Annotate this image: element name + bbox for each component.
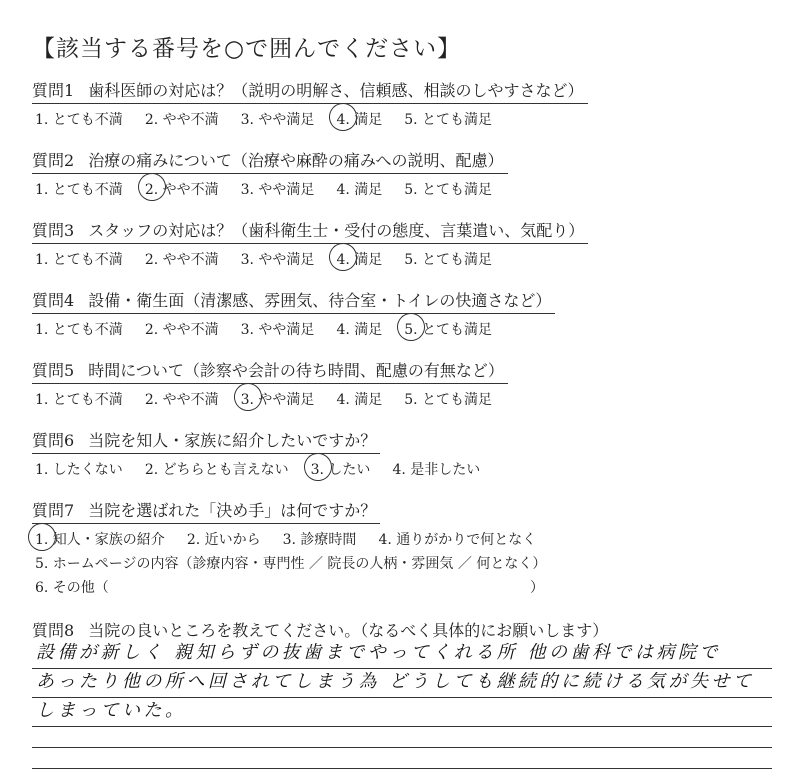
question-title (32, 218, 588, 244)
answer-option[interactable]: 3. やや満足 (240, 252, 315, 268)
answer-option[interactable]: 2. やや不満 (144, 392, 219, 408)
answer-option[interactable]: 2. やや不満 (144, 322, 219, 338)
question-title (32, 428, 380, 454)
answer-option[interactable]: 5. とても満足 (404, 392, 493, 408)
handwritten-answer (32, 640, 772, 769)
question-title (32, 288, 555, 314)
other-close: ） (530, 580, 544, 596)
answer-option-circled[interactable]: 1. 知人・家族の紹介 (35, 529, 165, 549)
answer-options (32, 389, 772, 409)
question-text: 設備・衛生面（清潔感、雰囲気、待合室・トイレの快適さなど） (88, 291, 552, 310)
question-4 (32, 288, 772, 339)
answer-option-circled[interactable]: 3. やや満足 (241, 389, 315, 409)
answer-options (32, 249, 772, 269)
answer-option-circled[interactable]: 4. 満足 (336, 249, 382, 269)
question-title (32, 148, 508, 174)
answer-option[interactable]: 3. やや満足 (240, 112, 315, 128)
answer-option[interactable]: 4. 満足 (336, 392, 383, 408)
answer-option-6[interactable] (32, 577, 772, 597)
answer-option[interactable]: 2. 近いから (186, 532, 261, 548)
question-label: 質問8 (32, 621, 75, 640)
question-label: 質問1 (32, 81, 75, 100)
question-text: スタッフの対応は？（歯科衛生士・受付の態度、言葉遣い、気配り） (88, 221, 585, 240)
answer-option[interactable]: 2. やや不満 (144, 112, 219, 128)
question-6 (32, 428, 772, 479)
answer-line-blank (32, 748, 772, 769)
answer-option[interactable]: 1. とても不満 (35, 252, 123, 268)
answer-option-5[interactable]: 5. ホームページの内容（診療内容・専門性 ／ 院長の人柄・雰囲気 ／ 何となく） (35, 556, 547, 572)
answer-option[interactable]: 1. とても不満 (35, 322, 123, 338)
question-text: 歯科医師の対応は？（説明の明解さ、信頼感、相談のしやすさなど） (88, 81, 584, 100)
answer-option-circled[interactable]: 3. したい (311, 459, 371, 479)
answer-option[interactable]: 1. とても不満 (35, 182, 123, 198)
answer-options (32, 319, 772, 339)
question-7 (32, 498, 772, 597)
question-3 (32, 218, 772, 269)
question-text: 当院を選ばれた「決め手」は何ですか？ (88, 501, 377, 520)
answer-option[interactable]: 1. とても不満 (35, 112, 123, 128)
answer-option[interactable]: 4. 通りがかりで何となく (378, 532, 537, 548)
answer-options (32, 529, 772, 549)
answer-option[interactable]: 4. 満足 (336, 182, 383, 198)
answer-option-circled[interactable]: 5. とても満足 (404, 319, 492, 339)
answer-option-circled[interactable]: 2. やや不満 (145, 179, 219, 199)
other-open: 6. その他（ (35, 580, 109, 596)
question-label: 質問2 (32, 151, 75, 170)
answer-options (32, 459, 772, 479)
answer-line-blank (32, 727, 772, 748)
answer-option[interactable]: 4. 満足 (336, 322, 383, 338)
question-label: 質問6 (32, 431, 75, 450)
answer-option[interactable]: 2. どちらとも言えない (144, 462, 289, 478)
answer-option[interactable]: 3. やや満足 (240, 322, 315, 338)
answer-option[interactable]: 2. やや不満 (144, 252, 219, 268)
question-label: 質問5 (32, 361, 75, 380)
question-5 (32, 358, 772, 409)
answer-option[interactable]: 5. とても満足 (404, 182, 493, 198)
question-label: 質問4 (32, 291, 75, 310)
question-2 (32, 148, 772, 199)
question-text: 当院の良いところを教えてください。（なるべく具体的にお願いします） (88, 621, 609, 640)
page-heading: 【該当する番号を○で囲んでください】 (32, 36, 462, 62)
answer-option-circled[interactable]: 4. 満足 (336, 109, 382, 129)
answer-option[interactable]: 5. とても満足 (404, 112, 493, 128)
answer-line: しまっていた。 (32, 698, 772, 727)
question-title (32, 498, 380, 524)
question-title (32, 78, 588, 104)
answer-option[interactable]: 5. とても満足 (404, 252, 493, 268)
answer-options (32, 179, 772, 199)
question-text: 当院を知人・家族に紹介したいですか？ (88, 431, 377, 450)
question-label: 質問7 (32, 501, 75, 520)
question-1 (32, 78, 772, 129)
answer-options (32, 109, 772, 129)
answer-option[interactable]: 3. やや満足 (240, 182, 315, 198)
answer-option[interactable]: 4. 是非したい (392, 462, 481, 478)
answer-option[interactable]: 1. したくない (35, 462, 123, 478)
answer-line: 設備が新しく 親知らずの抜歯までやってくれる所 他の歯科では病院で (32, 640, 772, 669)
answer-line: あったり他の所へ回されてしまう為 どうしても継続的に続ける気が失せて (32, 669, 772, 698)
question-text: 治療の痛みについて（治療や麻酔の痛みへの説明、配慮） (88, 151, 504, 170)
question-text: 時間について（診察や会計の待ち時間、配慮の有無など） (88, 361, 504, 380)
answer-option[interactable]: 1. とても不満 (35, 392, 123, 408)
answer-option[interactable]: 3. 診療時間 (282, 532, 357, 548)
question-title (32, 358, 508, 384)
question-label: 質問3 (32, 221, 75, 240)
